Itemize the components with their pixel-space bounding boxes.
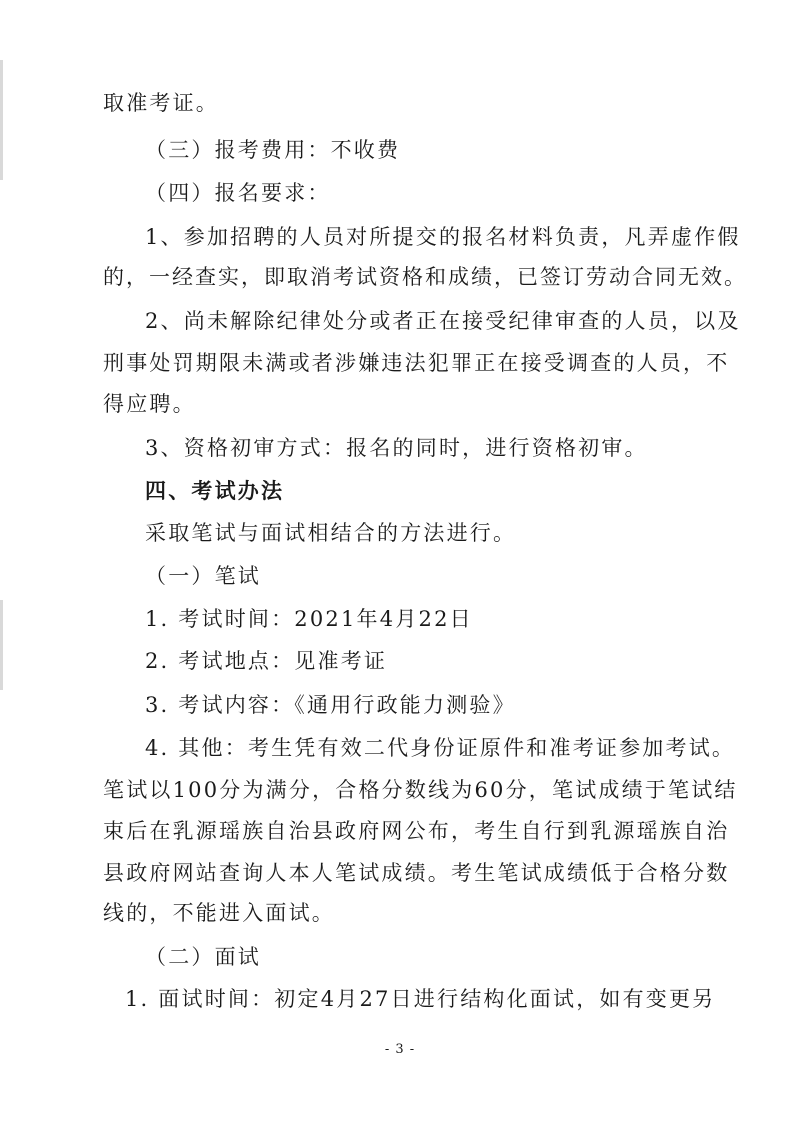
text-line: 3、资格初审方式：报名的同时，进行资格初审。	[145, 436, 648, 460]
page-number: - 3 -	[384, 1042, 416, 1057]
text-line: 笔试以100分为满分，合格分数线为60分，笔试成绩于笔试结	[103, 778, 738, 802]
text-line: 刑事处罚期限未满或者涉嫌违法犯罪正在接受调查的人员，不	[103, 351, 730, 375]
text-line: 1、参加招聘的人员对所提交的报名材料负责，凡弄虚作假	[145, 225, 741, 249]
text-line: 1. 面试时间：初定4月27日进行结构化面试，如有变更另	[125, 987, 716, 1011]
text-line: 2. 考试地点：见准考证	[145, 649, 388, 673]
text-line: （三）报考费用：不收费	[145, 138, 401, 162]
scan-edge-mark	[0, 600, 3, 690]
text-line: 束后在乳源瑶族自治县政府网公布，考生自行到乳源瑶族自治	[103, 819, 730, 843]
section-heading: 四、考试办法	[145, 478, 285, 503]
scan-edge-mark	[0, 60, 3, 180]
text-line: 取准考证。	[103, 91, 219, 115]
text-line: （四）报名要求：	[145, 181, 331, 205]
text-line: （二）面试	[145, 945, 261, 969]
text-line: 县政府网站查询人本人笔试成绩。考生笔试成绩低于合格分数	[103, 861, 730, 885]
text-line: 3. 考试内容：《通用行政能力测验》	[145, 693, 516, 717]
text-line: 采取笔试与面试相结合的方法进行。	[145, 521, 517, 545]
text-line: 线的，不能进入面试。	[103, 901, 335, 925]
text-line: 4. 其他：考生凭有效二代身份证原件和准考证参加考试。	[145, 736, 736, 760]
text-line: 1. 考试时间：2021年4月22日	[145, 607, 473, 631]
text-line: 2、尚未解除纪律处分或者正在接受纪律审查的人员，以及	[145, 309, 741, 333]
text-line: （一）笔试	[145, 564, 261, 588]
text-line: 得应聘。	[103, 392, 196, 416]
text-line: 的，一经查实，即取消考试资格和成绩，已签订劳动合同无效。	[103, 265, 747, 289]
